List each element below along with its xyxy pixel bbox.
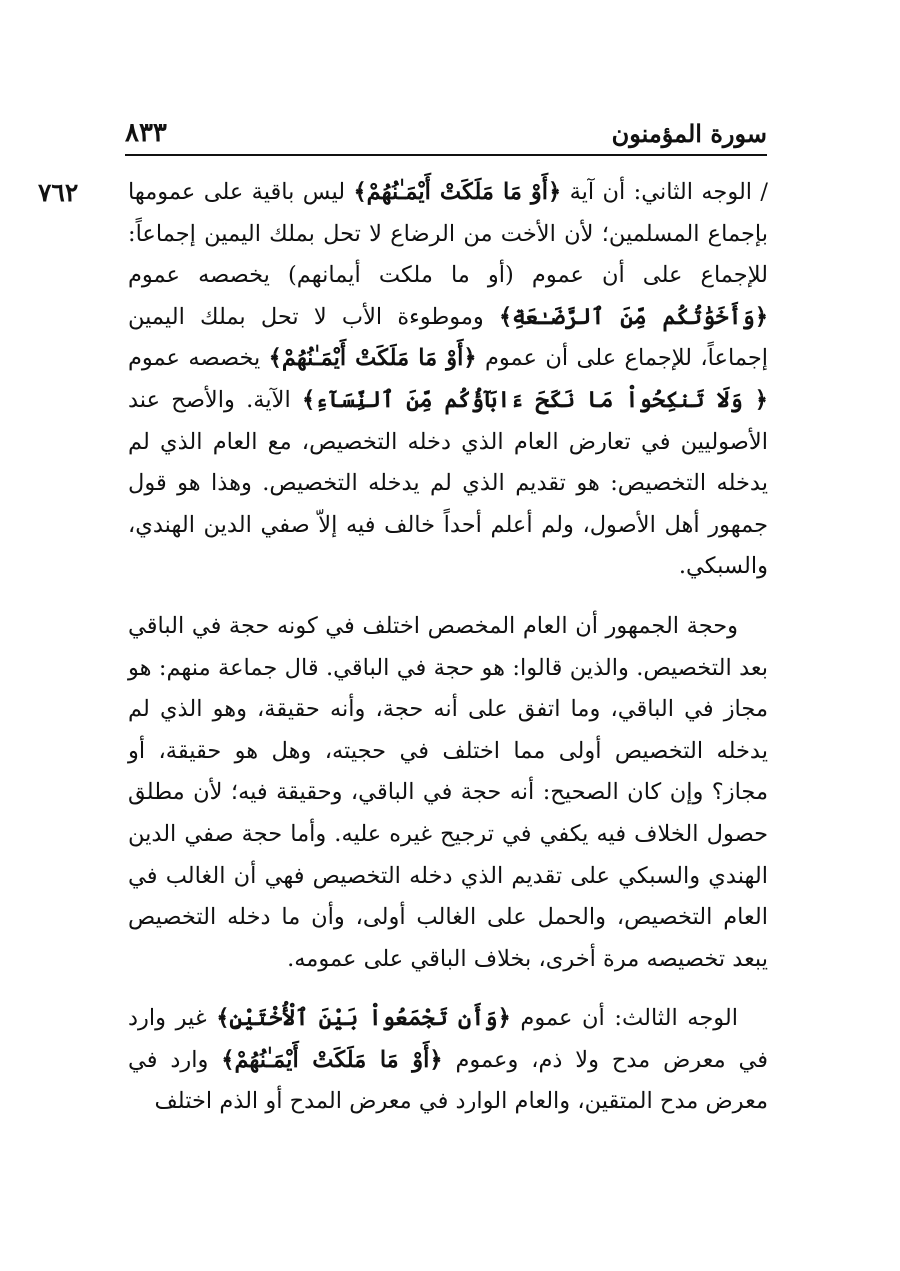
quran-quote: ﴿وَأَن تَجْمَعُواْ بَيْنَ ٱلْأُخْتَيْنِ﴾	[216, 1005, 511, 1032]
margin-reference-number: ٧٦٢	[38, 178, 79, 207]
page-number: ٨٣٣	[125, 118, 167, 148]
page-header	[125, 112, 767, 156]
paragraph-3-text-3: وارد في معرض مدح المتقين، والعام الوارد في معرض المدح أو الذم اختلف	[128, 1046, 768, 1115]
quran-quote: ﴿وَأَخَوَٰتُكُم مِّنَ ٱلرَّضَـٰعَةِ﴾	[498, 303, 768, 330]
quran-quote: ﴿أَوْ مَا مَلَكَتْ أَيْمَـٰنُهُمْ﴾	[268, 345, 477, 372]
quran-quote: ﴿أَوْ مَا مَلَكَتْ أَيْمَـٰنُهُمْ﴾	[221, 1046, 443, 1073]
paragraph-3	[128, 998, 768, 1123]
paragraph-1-text-3: وموطوءة الأب لا تحل بملك اليمين إجماعاً، للإجماع على أن عموم	[128, 303, 768, 372]
paragraph-3-text-2: غير وارد في معرض مدح ولا ذم، وعموم	[128, 1005, 768, 1073]
paragraph-1-text-2: ليس باقية على عمومها بإجماع المسلمين؛ لأن الأخت من الرضاع لا تحل بملك اليمين إجماعاً: للإجماع على أن عموم (أو ما ملكت أيمانهم) يخصصه عموم	[128, 179, 768, 289]
paragraph-3-text-1: الوجه الثالث: أن عموم	[510, 1005, 739, 1032]
paragraph-1-text-5: الآية. والأصح عند الأصوليين في تعارض العام الذي دخله التخصيص، مع العام الذي لم يدخله التخصيص: هو تقديم الذي لم يدخله التخصيص. وهذا هو قول جمهور أهل الأصول، ولم أعلم أحداً خالف فيه إلاّ صفي الدين الهندي، والسبكي.	[128, 386, 768, 580]
quran-quote: ﴿ وَلَا تَنكِحُواْ مَا نَكَحَ ءَابَآؤُكُم مِّنَ ٱلنِّسَآءِ﴾	[301, 386, 768, 413]
surah-title: سورة المؤمنون	[611, 119, 767, 148]
quran-quote: ﴿أَوْ مَا مَلَكَتْ أَيْمَـٰنُهُمْ﴾	[353, 179, 562, 205]
paragraph-2: وحجة الجمهور أن العام المخصص اختلف في كونه حجة في الباقي بعد التخصيص. والذين قالوا: هو حجة في الباقي. قال جماعة منهم: هو مجاز في الباقي، وما اتفق على أنه حجة، وأنه حقيقة، وهو الذي لم يدخله التخصيص أولى مما اختلف في حجيته، وهل هو حقيقة، أو مجاز؟ وإن كان الصحيح: أنه حجة في الباقي، وحقيقة فيه؛ لأن مطلق حصول الخلاف فيه يكفي في ترجيح غيره عليه. وأما حجة صفي الدين الهندي والسبكي على تقديم الذي دخله التخصيص فهي أن الغالب في العام التخصيص، والحمل على الغالب أولى، وأن ما دخله التخصيص يبعد تخصيصه مرة أخرى، بخلاف الباقي على عمومه.	[128, 612, 768, 972]
paragraph-1-text-1: / الوجه الثاني: أن آية	[561, 179, 768, 205]
page-body	[128, 172, 768, 1123]
paragraph-1	[128, 172, 768, 588]
paragraph-1-text-4: يخصصه عموم	[128, 345, 269, 372]
